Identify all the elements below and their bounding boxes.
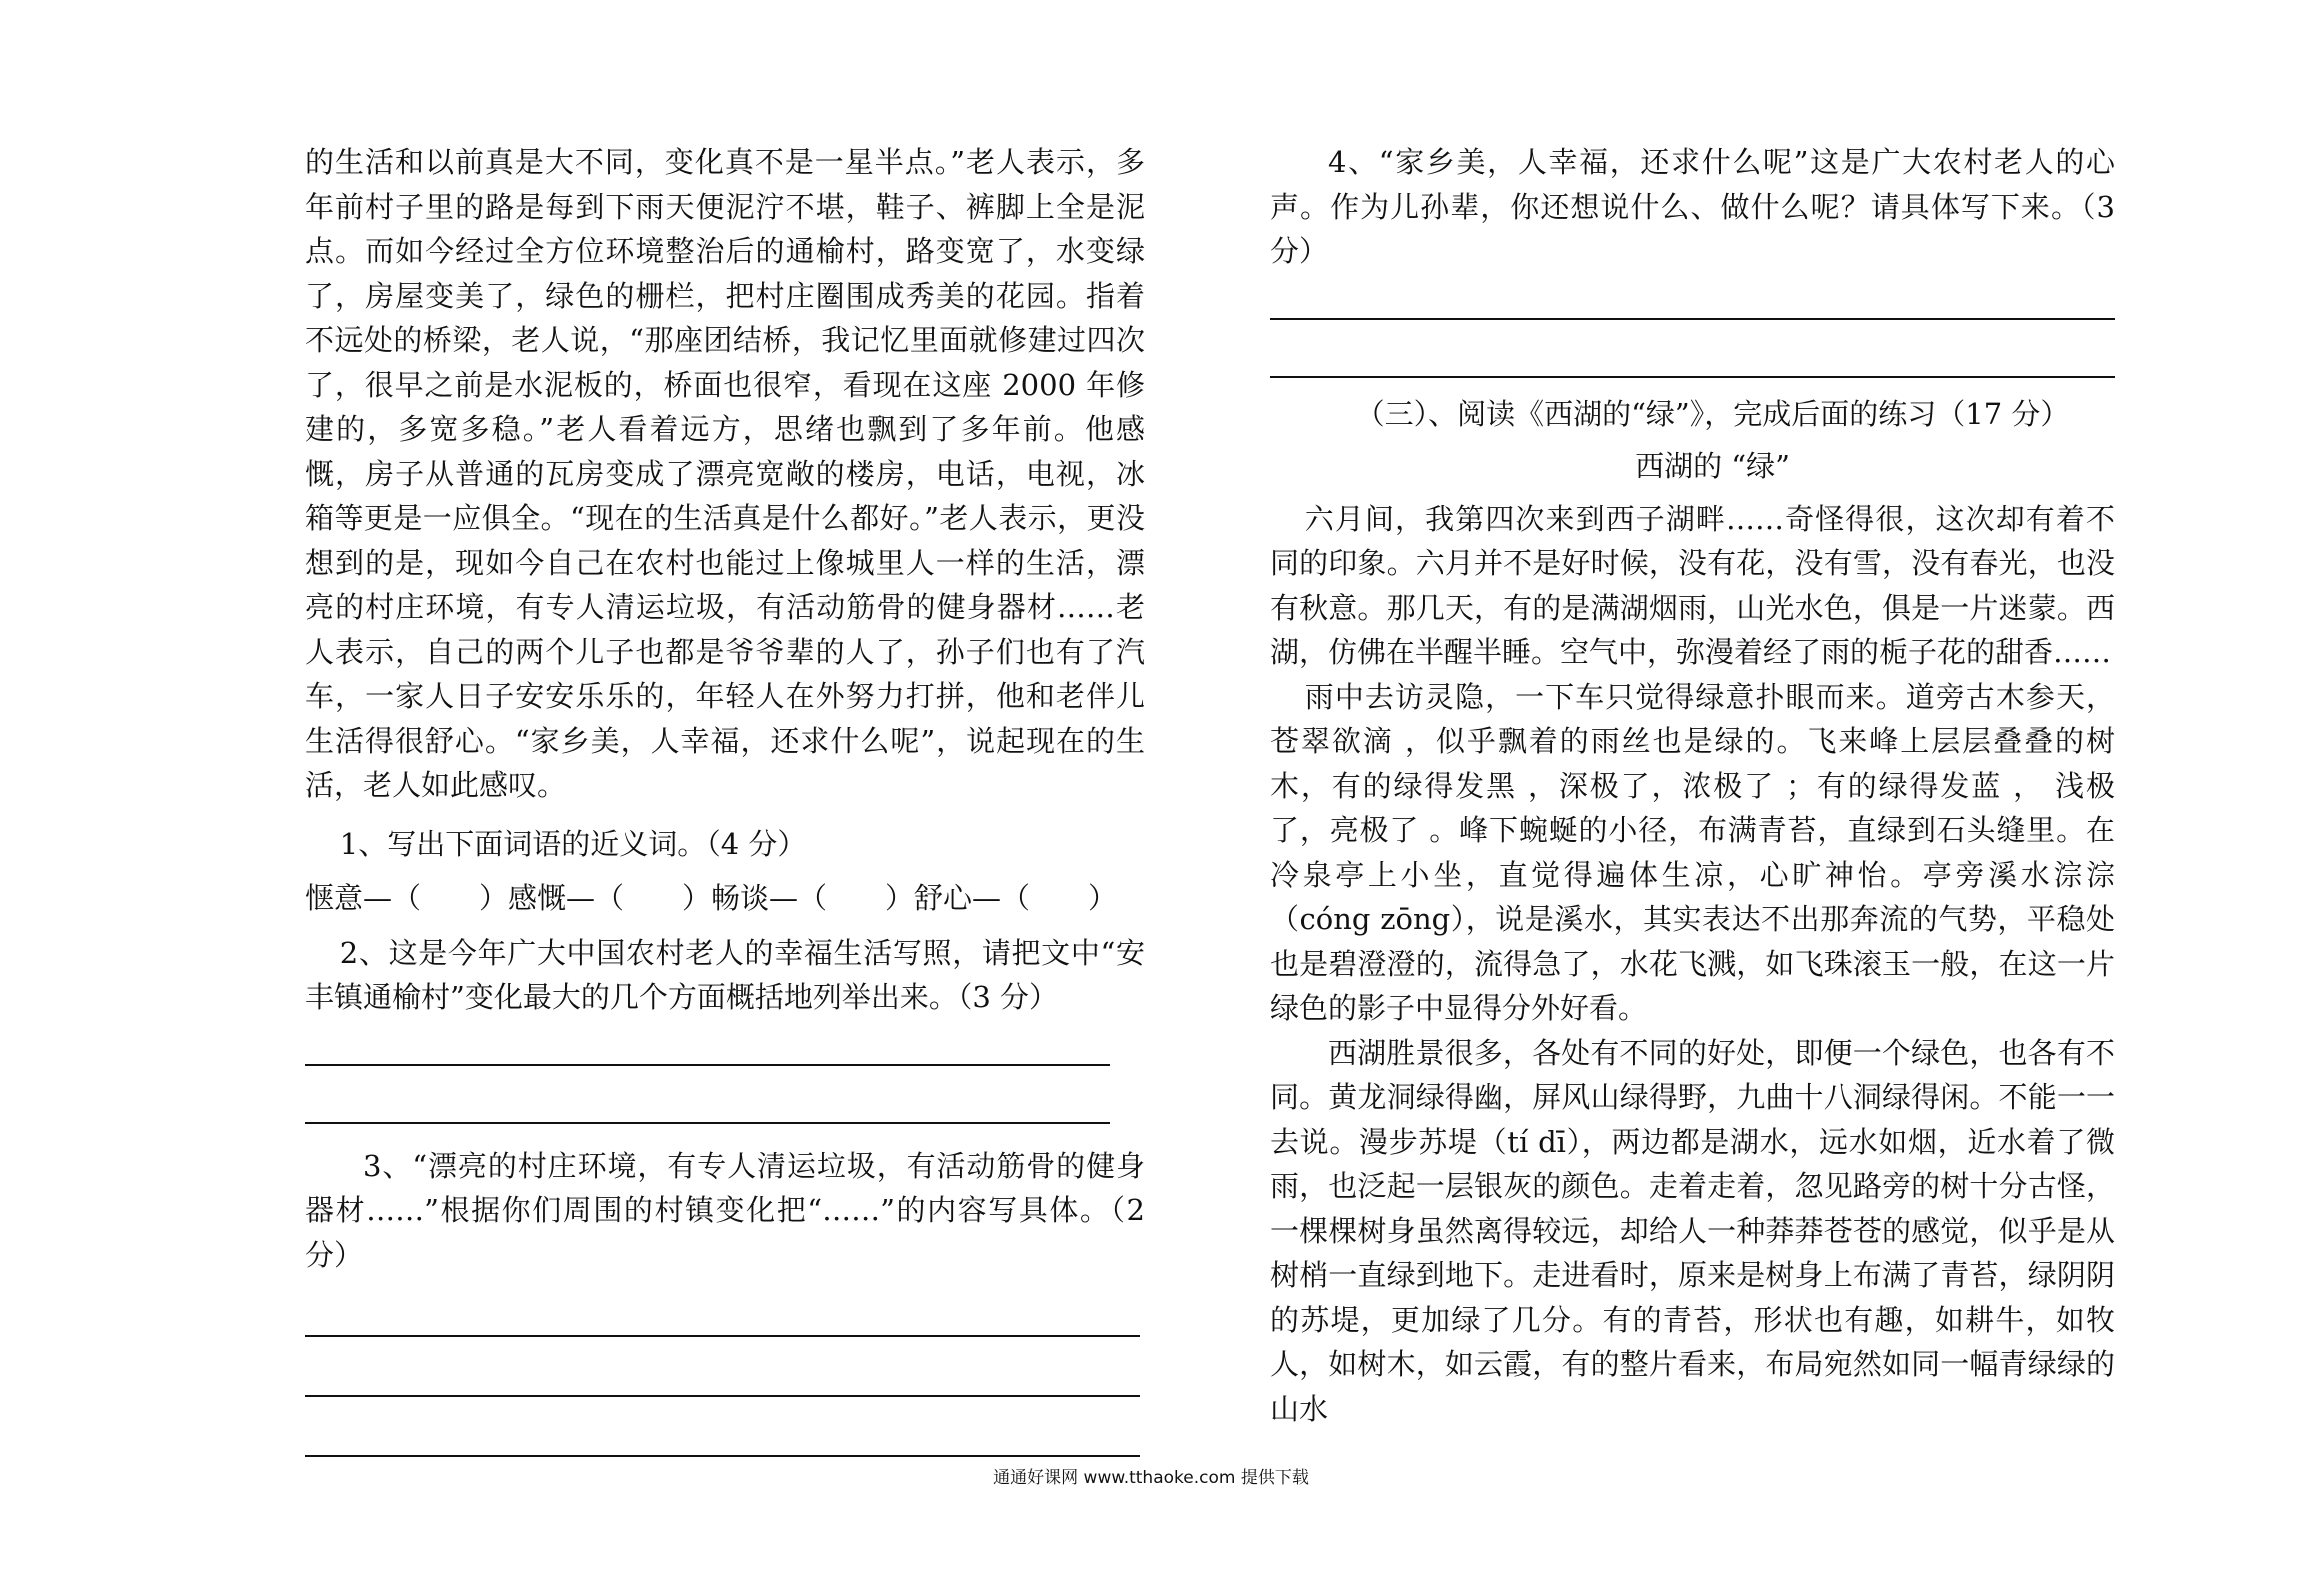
- passage-paragraph-2: 雨中去访灵隐，一下车只觉得绿意扑眼而来。道旁古木参天，苍翠欲滴 ，似乎飘着的雨丝也是绿的。飞来峰上层层叠叠的树木，有的绿得发黑 ，深极了，浓极了 ；有的绿得发蓝 ， 浅极了，亮极了 。峰下蜿蜒的小径，布满青苔，直绿到石头缝里。在冷泉亭上小坐，直觉得遍体生凉，心旷神怡。亭旁溪水淙淙（cóng zōng），说是溪水，其实表达不出那奔流的气势，平稳处也是碧澄澄的，流得急了，水花飞溅，如飞珠滚玉一般，在这一片绿色的影子中显得分外好看。: [1270, 679, 2115, 1025]
- question-2: 2、这是今年广大中国农村老人的幸福生活写照，请把文中“安丰镇通榆村”变化最大的几个方面概括地列举出来。（3 分）: [305, 935, 1145, 1014]
- passage-title: 西湖的 “绿”: [1635, 449, 1790, 483]
- footer-credit: 通通好课网 www.tthaoke.com 提供下载: [993, 1468, 1309, 1488]
- question-4: 4、“家乡美，人幸福，还求什么呢”这是广大农村老人的心声。作为儿孙辈，你还想说什么、做什么呢？请具体写下来。（3 分）: [1270, 145, 2115, 268]
- answer-line[interactable]: [305, 1455, 1140, 1457]
- right-column: [1270, 140, 2115, 1431]
- question-1: 1、写出下面词语的近义词。（4 分）: [339, 826, 807, 861]
- section-heading: （三）、阅读《西湖的“绿”》，完成后面的练习（17 分）: [1355, 396, 2070, 431]
- passage-paragraph-1: 六月间，我第四次来到西子湖畔……奇怪得很，这次却有着不同的印象。六月并不是好时候，没有花，没有雪，没有春光，也没有秋意。那几天，有的是满湖烟雨，山光水色，俱是一片迷蒙。西湖，仿佛在半醒半睡。空气中，弥漫着经了雨的栀子花的甜香……: [1270, 501, 2115, 669]
- left-column: [305, 140, 1145, 1457]
- passage-paragraph-3: 西湖胜景很多，各处有不同的好处，即便一个绿色，也各有不同。黄龙洞绿得幽，屏风山绿得野，九曲十八洞绿得闲。不能一一去说。漫步苏堤（tí dī），两边都是湖水，远水如烟，近水着了微雨，也泛起一层银灰的颜色。走着走着，忽见路旁的树十分古怪，一棵棵树身虽然离得较远，却给人一种莽莽苍苍的感觉，似乎是从树梢一直绿到地下。走进看时，原来是树身上布满了青苔，绿阴阴的苏堤，更加绿了几分。有的青苔，形状也有趣，如耕牛，如牧人，如树木，如云霞，有的整片看来，布局宛然如同一幅青绿绿的山水: [1270, 1035, 2115, 1426]
- passage-text: 的生活和以前真是大不同，变化真不是一星半点。”老人表示，多年前村子里的路是每到下雨天便泥泞不堪，鞋子、裤脚上全是泥点。而如今经过全方位环境整治后的通榆村，路变宽了，水变绿了，房屋变美了，绿色的栅栏，把村庄圈围成秀美的花园。指着不远处的桥梁，老人说，“那座团结桥，我记忆里面就修建过四次了，很早之前是水泥板的，桥面也很窄，看现在这座 2000 年修建的，多宽多稳。”老人看着远方，思绪也飘到了多年前。他感慨，房子从普通的瓦房变成了漂亮宽敞的楼房，电话，电视，冰箱等更是一应俱全。“现在的生活真是什么都好。”老人表示，更没想到的是，现如今自己在农村也能过上像城里人一样的生活，漂亮的村庄环境，有专人清运垃圾，有活动筋骨的健身器材……老人表示，自己的两个儿子也都是爷爷辈的人了，孙子们也有了汽车，一家人日子安安乐乐的，年轻人在外努力打拼，他和老伴儿生活得很舒心。“家乡美，人幸福，还求什么呢”，说起现在的生活，老人如此感叹。: [305, 145, 1145, 802]
- question-1-items: 惬意—（ ）感慨—（ ）畅谈—（ ）舒心—（ ）: [305, 881, 1118, 915]
- question-3: 3、“漂亮的村庄环境，有专人清运垃圾，有活动筋骨的健身器材……”根据你们周围的村镇变化把“……”的内容写具体。（2 分）: [305, 1148, 1145, 1272]
